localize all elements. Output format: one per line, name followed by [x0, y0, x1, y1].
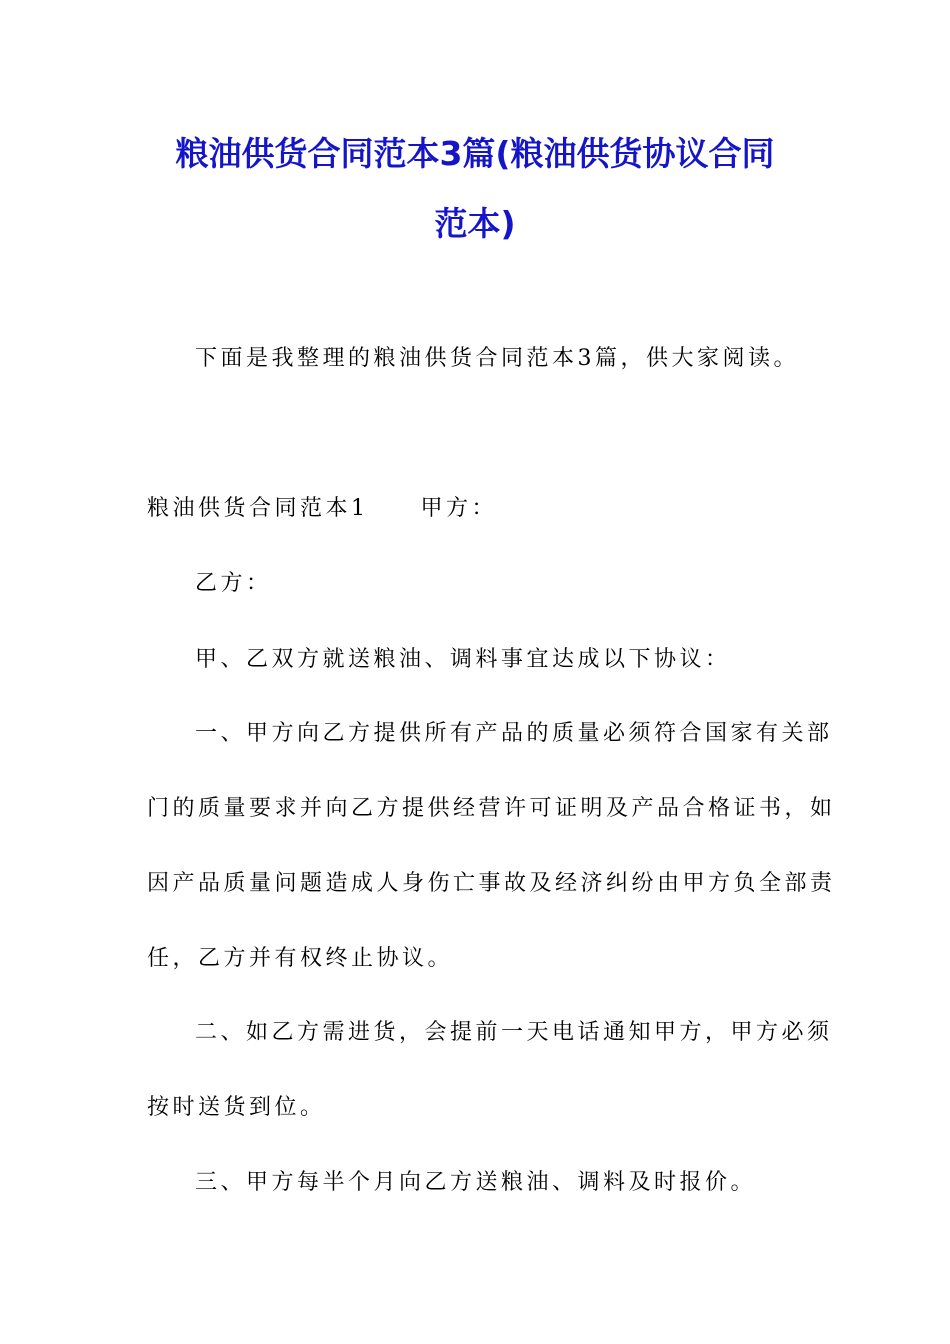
intro-paragraph: 下面是我整理的粮油供货合同范本3篇，供大家阅读。	[195, 346, 799, 371]
clause-2-line-2: 按时送货到位。	[147, 1095, 326, 1120]
clause-1-line-2: 门的质量要求并向乙方提供经营许可证明及产品合格证书，如	[147, 796, 836, 821]
party-b-label: 乙方：	[195, 571, 272, 596]
clause-1-line-3: 因产品质量问题造成人身伤亡事故及经济纠纷由甲方负全部责	[147, 871, 836, 896]
clause-2-line-1: 二、如乙方需进货，会提前一天电话通知甲方，甲方必须	[195, 1020, 833, 1045]
document-title-line-2: 范本)	[434, 204, 516, 243]
agreement-intro: 甲、乙双方就送粮油、调料事宜达成以下协议：	[195, 647, 731, 672]
clause-1-line-1: 一、甲方向乙方提供所有产品的质量必须符合国家有关部	[195, 721, 833, 746]
section-heading: 粮油供货合同范本1	[147, 496, 369, 521]
clause-1-line-4: 任，乙方并有权终止协议。	[147, 946, 454, 971]
clause-3: 三、甲方每半个月向乙方送粮油、调料及时报价。	[195, 1170, 757, 1195]
party-a-label: 甲方：	[420, 496, 498, 521]
document-title-line-1: 粮油供货合同范本3篇(粮油供货协议合同	[175, 134, 775, 173]
section-heading-line	[147, 498, 497, 520]
